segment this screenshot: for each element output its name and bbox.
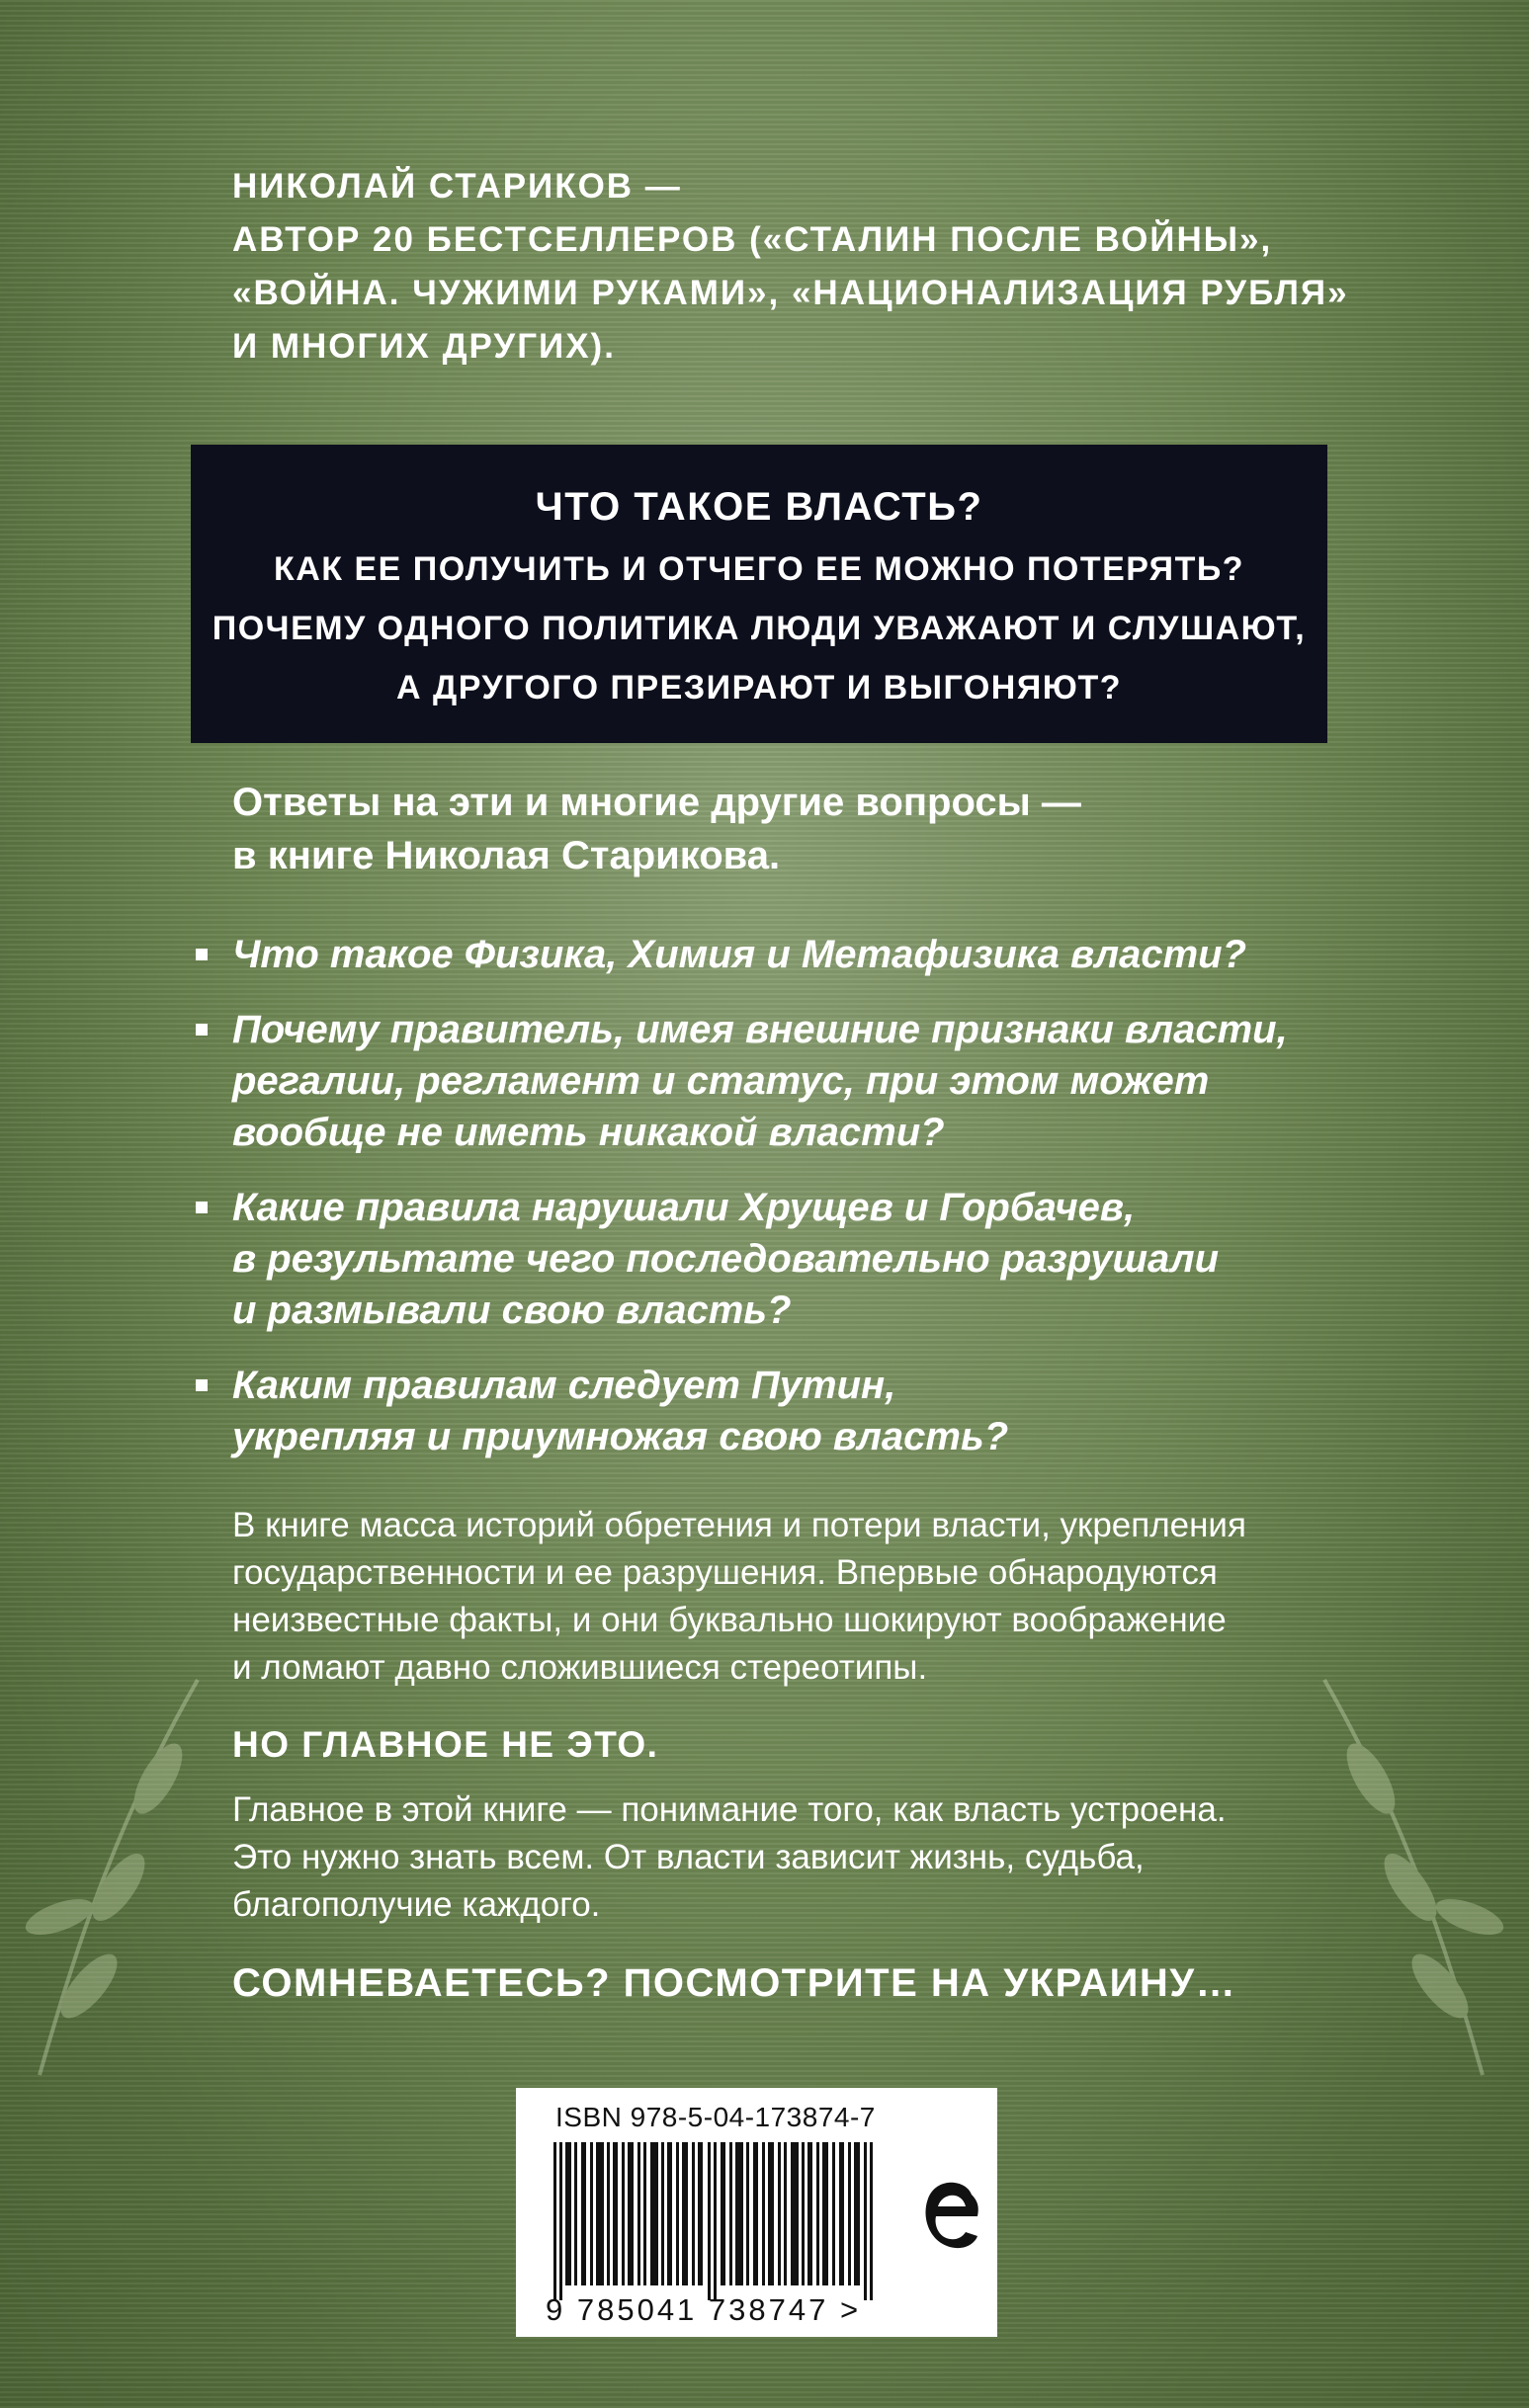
main-point-heading: НО ГЛАВНОЕ НЕ ЭТО.	[232, 1724, 659, 1765]
question-line: КАК ЕЕ ПОЛУЧИТЬ И ОТЧЕГО ЕЕ МОЖНО ПОТЕРЯТЬ?	[273, 550, 1245, 588]
question-line: ЧТО ТАКОЕ ВЛАСТЬ?	[535, 485, 983, 529]
list-item	[196, 1004, 1382, 1158]
bullet-square-icon	[196, 1024, 208, 1036]
bullet-line: в результате чего последовательно разрушали	[232, 1237, 1220, 1281]
bullet-list	[196, 929, 1382, 1486]
bullet-line: Что такое Физика, Химия и Метафизика власти?	[232, 933, 1247, 976]
author-line: «ВОЙНА. ЧУЖИМИ РУКАМИ», «НАЦИОНАЛИЗАЦИЯ РУБЛЯ»	[232, 274, 1349, 312]
list-item	[196, 1360, 1382, 1462]
bullet-square-icon	[196, 1379, 208, 1391]
paragraph-line: Главное в этой книге — понимание того, как власть устроена.	[232, 1790, 1227, 1829]
questions-box	[191, 445, 1327, 743]
bullet-line: и размывали свою власть?	[232, 1288, 792, 1332]
bullet-line: вообще не иметь никакой власти?	[232, 1111, 945, 1154]
list-item	[196, 929, 1382, 980]
question-line: А ДРУГОГО ПРЕЗИРАЮТ И ВЫГОНЯЮТ?	[395, 669, 1123, 706]
main-point-paragraph	[232, 1786, 1399, 1929]
paragraph-line: государственности и ее разрушения. Впервые обнародуются	[232, 1553, 1218, 1592]
paragraph-line: неизвестные факты, и они буквально шокируют воображение	[232, 1601, 1227, 1639]
list-item	[196, 1182, 1382, 1336]
paragraph-line: и ломают давно сложившиеся стереотипы.	[232, 1648, 928, 1687]
answers-intro	[232, 776, 1369, 882]
author-intro	[232, 160, 1369, 374]
closing-statement: СОМНЕВАЕТЕСЬ? ПОСМОТРИТЕ НА УКРАИНУ…	[232, 1961, 1237, 2005]
isbn-label: ISBN 978-5-04-173874-7	[555, 2102, 876, 2132]
author-line: НИКОЛАЙ СТАРИКОВ —	[232, 167, 682, 206]
bullet-square-icon	[196, 1202, 208, 1213]
bullet-line: Почему правитель, имея внешние признаки власти,	[232, 1008, 1288, 1051]
bullet-line: Какие правила нарушали Хрущев и Горбачев,	[232, 1186, 1136, 1229]
description-paragraph	[232, 1502, 1399, 1692]
paragraph-line: В книге масса историй обретения и потери власти, укрепления	[232, 1506, 1246, 1544]
publisher-logo-icon	[916, 2165, 985, 2264]
bullet-square-icon	[196, 949, 208, 960]
barcode-panel	[516, 2088, 997, 2337]
bullet-line: регалии, регламент и статус, при этом может	[232, 1059, 1210, 1103]
answers-line: Ответы на эти и многие другие вопросы —	[232, 781, 1081, 824]
bullet-line: укрепляя и приумножая свою власть?	[232, 1415, 1009, 1458]
answers-line: в книге Николая Старикова.	[232, 834, 781, 877]
question-line: ПОЧЕМУ ОДНОГО ПОЛИТИКА ЛЮДИ УВАЖАЮТ И СЛУШАЮТ,	[212, 610, 1307, 647]
author-line: И МНОГИХ ДРУГИХ).	[232, 327, 616, 366]
barcode-digits: 9 785041 738747 >	[546, 2292, 862, 2327]
author-line: АВТОР 20 БЕСТСЕЛЛЕРОВ («СТАЛИН ПОСЛЕ ВОЙНЫ»,	[232, 220, 1273, 259]
paragraph-line: благополучие каждого.	[232, 1885, 601, 1924]
paragraph-line: Это нужно знать всем. От власти зависит жизнь, судьба,	[232, 1838, 1145, 1876]
bullet-line: Каким правилам следует Путин,	[232, 1364, 896, 1407]
